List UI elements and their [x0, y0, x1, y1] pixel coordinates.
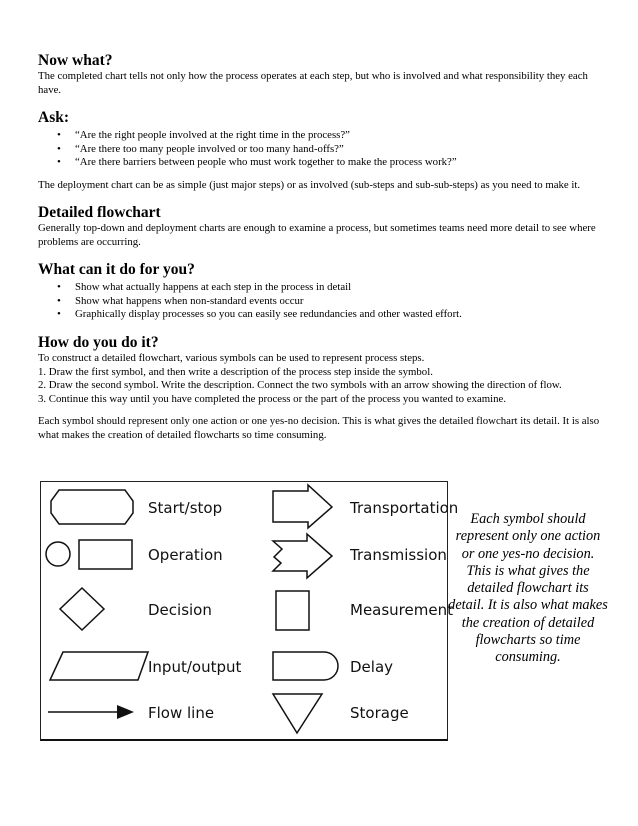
- list-item: • “Are there barriers between people who must work together to make the process work?”: [38, 156, 603, 170]
- how-line: 3. Continue this way until you have completed the process or the part of the process you wanted to examine.: [38, 392, 507, 405]
- what-can-list: [38, 281, 603, 322]
- figure-caption: Each symbol should represent only one action or one yes-no decision. This is what gives the detailed flowchart its detail. It is also what makes the creation of detailed flowcharts so time consuming.: [448, 511, 608, 666]
- transmission-symbol: [273, 534, 332, 578]
- how-line: To construct a detailed flowchart, various symbols can be used to represent process steps.: [38, 352, 425, 365]
- document-body: [38, 52, 603, 442]
- how-line: 1. Draw the first symbol, and then write a description of the process step inside the symbol.: [38, 365, 433, 378]
- storage-symbol: [273, 694, 322, 733]
- label-operation: Operation: [148, 546, 223, 564]
- measurement-symbol: [276, 591, 309, 630]
- detailed-text: Generally top-down and deployment charts are enough to examine a process, but sometimes teams need more detail to see where problems are occurring.: [38, 222, 596, 248]
- symbols-svg: [41, 482, 459, 739]
- flowchart-symbols-legend: [40, 481, 459, 741]
- operation-rect-symbol: [79, 540, 132, 569]
- start-stop-symbol: [51, 490, 133, 524]
- label-storage: Storage: [350, 704, 409, 722]
- flow-line-arrowhead: [117, 705, 134, 719]
- list-item: • “Are there too many people involved or too many hand-offs?”: [38, 143, 603, 157]
- delay-symbol: [273, 652, 338, 680]
- label-start-stop: Start/stop: [148, 499, 223, 517]
- heading-detailed-flowchart: Detailed flowchart: [38, 204, 161, 222]
- label-measurement: Measurement: [350, 601, 453, 619]
- transportation-symbol: [273, 485, 332, 528]
- how-line: 2. Draw the second symbol. Write the description. Connect the two symbols with an arrow showing the direction of flow.: [38, 379, 562, 392]
- heading-ask: Ask:: [38, 109, 70, 126]
- decision-symbol: [60, 588, 104, 630]
- input-output-symbol: [50, 652, 148, 680]
- ask-list: [38, 129, 603, 170]
- label-decision: Decision: [148, 601, 212, 619]
- list-item: • “Are the right people involved at the right time in the process?”: [38, 129, 603, 143]
- list-item: • Show what happens when non-standard events occur: [38, 295, 603, 309]
- now-what-text: The completed chart tells not only how the process operates at each step, but who is involved and what responsibility they each have.: [38, 70, 588, 96]
- label-transportation: Transportation: [350, 499, 459, 517]
- label-flow-line: Flow line: [148, 704, 215, 722]
- label-input-output: Input/output: [148, 658, 242, 676]
- heading-how-do-you-do-it: How do you do it?: [38, 334, 159, 352]
- deployment-text: The deployment chart can be as simple (just major steps) or as involved (sub-steps and sub-sub-steps) as you need to make it.: [38, 178, 581, 191]
- heading-what-can-it-do: What can it do for you?: [38, 261, 195, 279]
- symbol-text: Each symbol should represent only one action or one yes-no decision. This is what gives the detailed flowchart its detail. It is also what makes the creation of detailed flowcharts so time consuming.: [38, 415, 600, 441]
- list-item: • Show what actually happens at each step in the process in detail: [38, 281, 603, 295]
- label-delay: Delay: [350, 658, 394, 676]
- list-item: • Graphically display processes so you can easily see redundancies and other wasted effort.: [38, 308, 603, 322]
- operation-circle-symbol: [46, 542, 70, 566]
- heading-now-what: Now what?: [38, 52, 113, 69]
- label-transmission: Transmission: [350, 546, 447, 564]
